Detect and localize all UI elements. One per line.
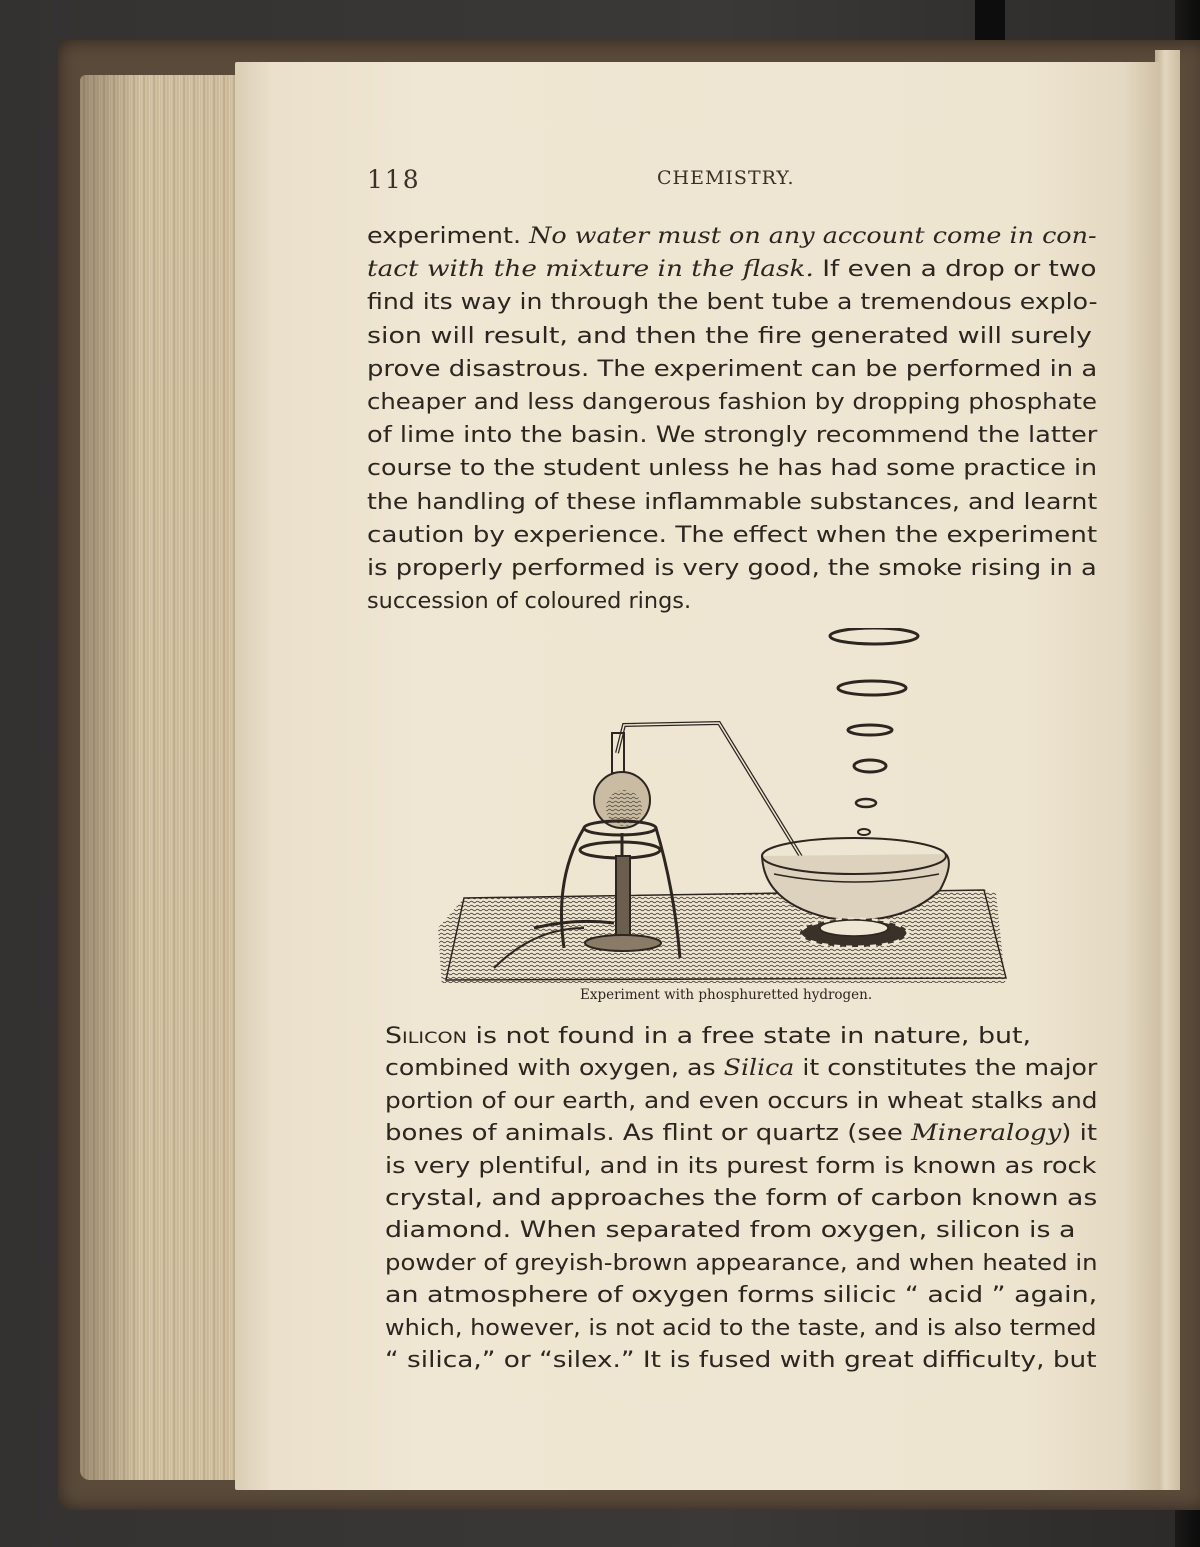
page-number: 118 (367, 165, 421, 194)
text-line (367, 386, 1097, 419)
text-run: experiment. (367, 223, 530, 249)
text-line (367, 220, 1097, 253)
text-run: If even a drop or two (813, 256, 1097, 283)
text-line (367, 320, 1092, 353)
italic-text: tact with the mixture in the flask. (367, 256, 814, 283)
text-run: the handling of these inflammable substances, and learnt (367, 488, 1098, 515)
text-line (385, 1312, 1096, 1345)
text-line (385, 1182, 1097, 1215)
text-line (367, 286, 1098, 319)
text-run: cheaper and less dangerous fashion by dropping phosphate (367, 389, 1098, 415)
phosphuretted-hydrogen-apparatus-illustration (434, 628, 1059, 983)
text-run: crystal, and approaches the form of carbon known as (385, 1185, 1098, 1211)
text-run: of lime into the basin. We strongly recommend the latter (367, 422, 1098, 449)
figure-illustration (434, 628, 1059, 983)
text-run: course to the student unless he has had some practice in (367, 455, 1098, 482)
text-line (367, 585, 691, 618)
text-run: succession of coloured rings. (367, 588, 692, 615)
figure-caption: Experiment with phosphuretted hydrogen. (580, 987, 873, 1003)
text-run: powder of greyish-brown appearance, and when heated in (385, 1249, 1098, 1276)
text-line (385, 1020, 1031, 1053)
italic-text: No water must on any account come in con- (529, 223, 1097, 249)
italic-text: Mineralogy (911, 1120, 1062, 1147)
text-line (385, 1085, 1098, 1118)
text-line (367, 519, 1097, 552)
text-run: is not found in a free state in nature, but, (466, 1023, 1032, 1049)
text-run: it constitutes the major (794, 1055, 1098, 1082)
text-line (385, 1279, 1097, 1312)
text-run: caution by experience. The effect when the experiment (367, 521, 1098, 548)
text-line (385, 1247, 1098, 1280)
text-run: an atmosphere of oxygen forms silicic “ acid ” again, (385, 1282, 1098, 1309)
text-line (385, 1344, 1097, 1377)
text-run: combined with oxygen, as (385, 1055, 724, 1082)
text-line (367, 353, 1097, 386)
text-run: bones of animals. As flint or quartz (see (385, 1120, 912, 1147)
text-line (385, 1214, 1076, 1247)
text-run: ) it (1061, 1120, 1098, 1147)
text-run: which, however, is not acid to the taste, and is also termed (385, 1314, 1097, 1341)
text-line (385, 1117, 1097, 1150)
running-title: CHEMISTRY. (657, 167, 795, 189)
text-line (367, 452, 1097, 485)
text-line (367, 419, 1097, 452)
text-run: find its way in through the bent tube a tremendous explo- (367, 289, 1098, 316)
text-line (385, 1150, 1096, 1183)
book-page (235, 62, 1160, 1490)
running-head (367, 165, 1097, 197)
text-run: sion will result, and then the fire generated will surely (367, 322, 1092, 349)
page-stack-edges (80, 75, 250, 1480)
text-run: is properly performed is very good, the smoke rising in a (367, 555, 1097, 581)
text-run: is very plentiful, and in its purest form is known as rock (385, 1152, 1097, 1179)
text-run: diamond. When separated from oxygen, silicon is a (385, 1217, 1076, 1244)
text-run: “ silica,” or “silex.” It is fused with great difficulty, but (385, 1347, 1097, 1373)
italic-text: Silica (723, 1055, 795, 1082)
small-caps-text: Silicon (385, 1023, 467, 1049)
text-line (367, 253, 1096, 286)
text-line (367, 552, 1097, 585)
text-run: portion of our earth, and even occurs in wheat stalks and (385, 1087, 1098, 1114)
text-line (385, 1052, 1097, 1085)
text-run: prove disastrous. The experiment can be performed in a (367, 355, 1098, 382)
text-line (367, 486, 1097, 519)
